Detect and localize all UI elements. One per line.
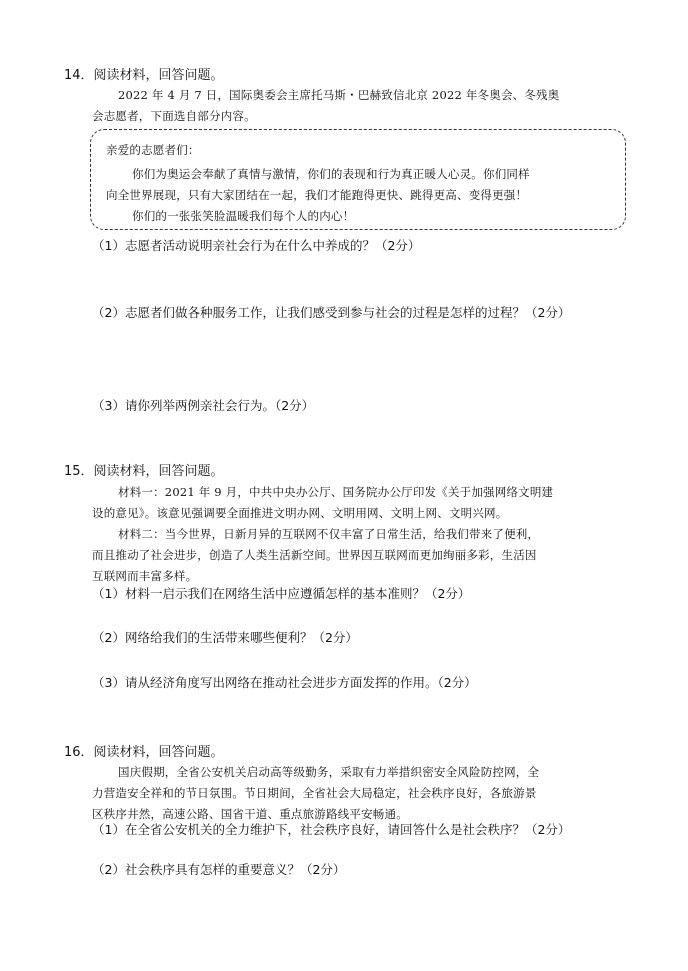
- q14-letter-line: 你们的一张张笑脸温暖我们每个人的内心！: [132, 209, 355, 223]
- q14-material-line: 2022 年 4 月 7 日，国际奥委会主席托马斯・巴赫致信北京 2022 年冬奥会、冬残奥: [118, 88, 560, 102]
- q14-subquestion-1: （1）志愿者活动说明亲社会行为在什么中养成的？（2分）: [92, 238, 421, 253]
- q14-subquestion-3: （3）请你列举两例亲社会行为。（2分）: [92, 398, 315, 413]
- q15-material-line: 互联网而丰富多样。: [92, 569, 198, 583]
- q15-material-line: 设的意见》。该意见强调要全面推进文明办网、文明用网、文明上网、文明兴网。: [92, 506, 508, 520]
- q16-material-line: 力营造安全祥和的节日氛围。节日期间，全省社会大局稳定，社会秩序良好，各旅游景: [92, 786, 537, 800]
- q15-heading: 15．阅读材料，回答问题。: [64, 464, 224, 479]
- q14-letter-greeting: 亲爱的志愿者们：: [106, 143, 200, 157]
- q16-subquestion-1: （1）在全省公安机关的全力维护下，社会秩序良好，请回答什么是社会秩序？（2分）: [92, 822, 571, 837]
- q15-subquestion-2: （2）网络给我们的生活带来哪些便利？（2分）: [92, 630, 358, 645]
- q14-material-line: 会志愿者，下面选自部分内容。: [92, 109, 256, 123]
- q15-subquestion-3: （3）请从经济角度写出网络在推动社会进步方面发挥的作用。（2分）: [92, 675, 477, 690]
- q16-material-line: 国庆假期，全省公安机关启动高等级勤务，采取有力举措织密安全风险防控网，全: [118, 765, 540, 779]
- q14-heading: 14．阅读材料，回答问题。: [64, 68, 224, 83]
- q14-letter-line: 你们为奥运会奉献了真情与激情，你们的表现和行为真正暖人心灵。你们同样: [132, 167, 530, 181]
- q16-heading: 16．阅读材料，回答问题。: [64, 745, 224, 760]
- q15-subquestion-1: （1）材料一启示我们在网络生活中应遵循怎样的基本准则？（2分）: [92, 586, 471, 601]
- q14-subquestion-2: （2）志愿者们做各种服务工作，让我们感受到参与社会的过程是怎样的过程？（2分）: [92, 305, 571, 320]
- q15-material-line: 材料二：当今世界，日新月异的互联网不仅丰富了日常生活，给我们带来了便利，: [118, 527, 540, 541]
- q16-subquestion-2: （2）社会秩序具有怎样的重要意义？（2分）: [92, 862, 346, 877]
- q15-material-line: 而且推动了社会进步，创造了人类生活新空间。世界因互联网而更加绚丽多彩，生活因: [92, 548, 537, 562]
- q14-letter-line: 向全世界展现，只有大家团结在一起，我们才能跑得更快、跳得更高、变得更强！: [106, 188, 528, 202]
- q16-material-line: 区秩序井然，高速公路、国省干道、重点旅游路线平安畅通。: [92, 807, 408, 821]
- q15-material-line: 材料一：2021 年 9 月，中共中央办公厅、国务院办公厅印发《关于加强网络文明建: [118, 485, 554, 499]
